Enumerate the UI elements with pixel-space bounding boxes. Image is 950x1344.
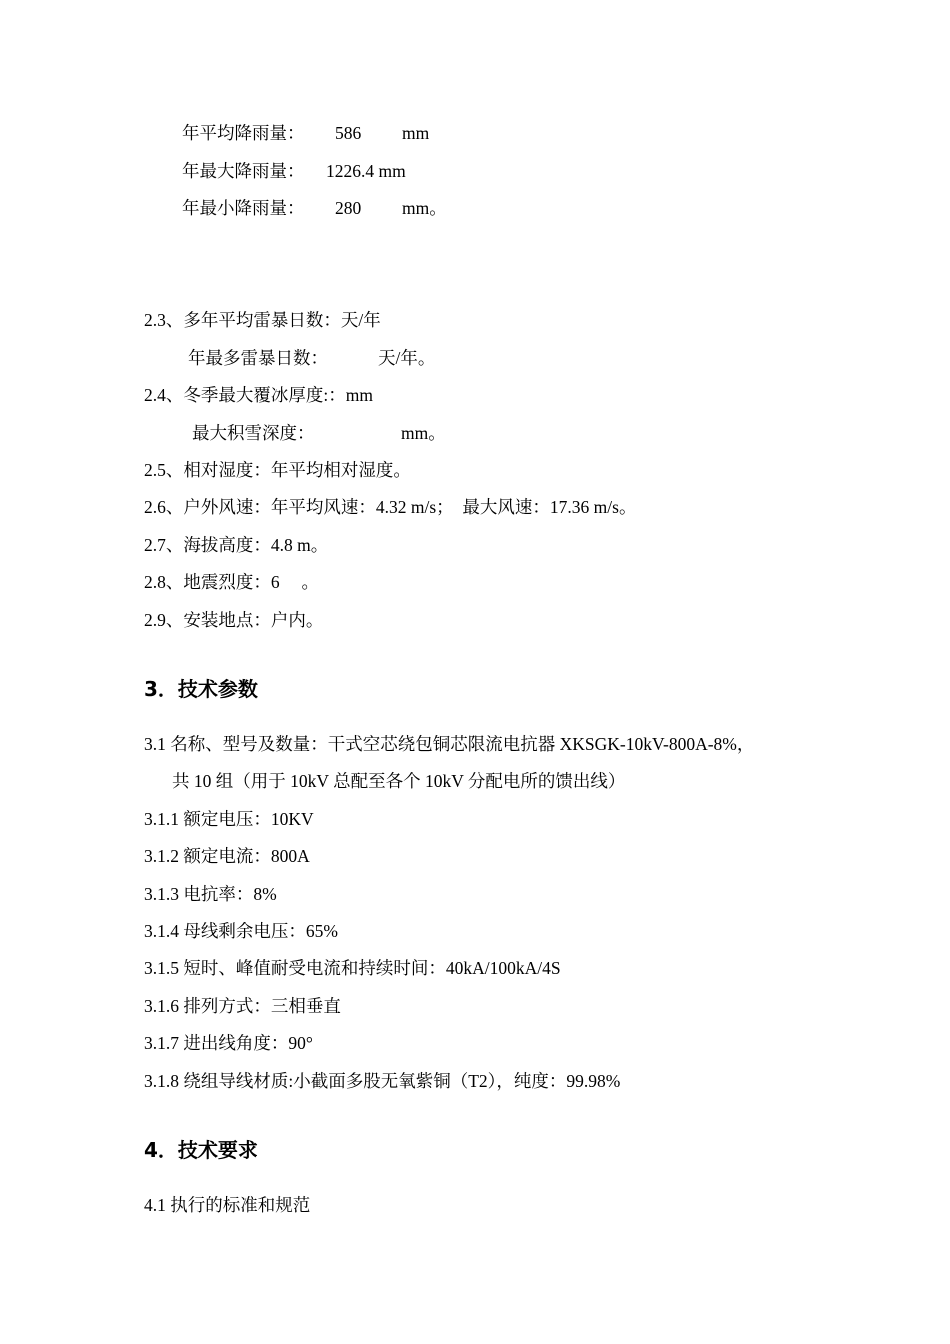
item-3-1-2: 3.1.2 额定电流：800A xyxy=(144,846,310,866)
item-2-4: 2.4、冬季最大覆冰厚度:：mm xyxy=(144,385,373,405)
item-2-3: 2.3、多年平均雷暴日数：天/年 xyxy=(144,310,381,330)
section-3-heading: 3．技术参数 xyxy=(144,677,258,701)
annual-avg-rainfall-unit: mm xyxy=(402,123,430,143)
annual-max-rainfall-value: 1226.4 mm xyxy=(326,161,406,181)
section-4-heading: 4．技术要求 xyxy=(144,1138,258,1162)
item-2-8: 2.8、地震烈度：6 。 xyxy=(144,572,319,592)
item-3-1-6: 3.1.6 排列方式：三相垂直 xyxy=(144,996,341,1016)
annual-avg-rainfall-value: 586 xyxy=(335,123,362,143)
annual-min-rainfall-unit: mm。 xyxy=(402,198,447,218)
item-2-6: 2.6、户外风速：年平均风速：4.32 m/s； 最大风速：17.36 m/s。 xyxy=(144,497,637,517)
annual-min-rainfall-label: 年最小降雨量： xyxy=(182,198,305,218)
item-3-1-8: 3.1.8 绕组导线材质:小截面多股无氧紫铜（T2），纯度：99.98% xyxy=(144,1071,621,1091)
item-3-1-4: 3.1.4 母线剩余电压：65% xyxy=(144,921,338,941)
item-2-7: 2.7、海拔高度：4.8 m。 xyxy=(144,535,329,555)
item-2-5: 2.5、相对湿度：年平均相对湿度。 xyxy=(144,460,411,480)
annual-max-rainfall-label: 年最大降雨量： xyxy=(182,161,305,181)
item-3-1: 3.1 名称、型号及数量：干式空芯绕包铜芯限流电抗器 XKSGK-10kV-800A-8%， xyxy=(144,734,755,754)
item-3-1-1: 3.1.1 额定电压：10KV xyxy=(144,809,314,829)
item-2-9: 2.9、安装地点：户内。 xyxy=(144,610,324,630)
max-thunder-days-value: 天/年。 xyxy=(378,348,436,368)
annual-min-rainfall-value: 280 xyxy=(335,198,362,218)
item-3-1-3: 3.1.3 电抗率：8% xyxy=(144,884,277,904)
item-4-1: 4.1 执行的标准和规范 xyxy=(144,1195,311,1215)
max-thunder-days-label: 年最多雷暴日数： xyxy=(188,348,328,368)
item-3-1-7: 3.1.7 进出线角度：90° xyxy=(144,1033,313,1053)
max-snow-depth-value: mm。 xyxy=(401,423,446,443)
item-3-1-5: 3.1.5 短时、峰值耐受电流和持续时间：40kA/100kA/4S xyxy=(144,958,561,978)
annual-avg-rainfall-label: 年平均降雨量： xyxy=(182,123,305,143)
item-3-1-continued: 共 10 组（用于 10kV 总配至各个 10kV 分配电所的馈出线） xyxy=(172,771,626,791)
max-snow-depth-label: 最大积雪深度： xyxy=(192,423,315,443)
